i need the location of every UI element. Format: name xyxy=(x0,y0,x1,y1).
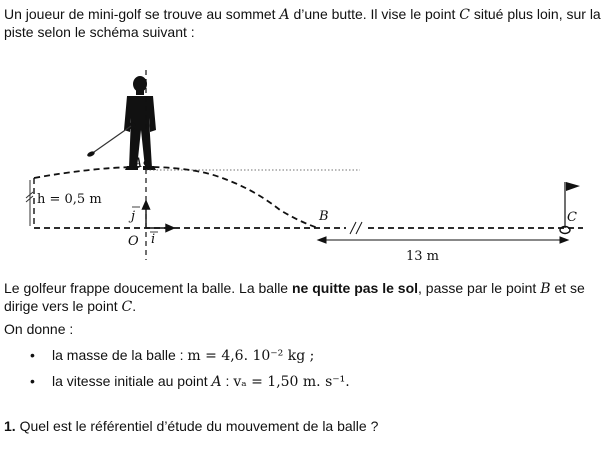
question-text: Quel est le référentiel d’étude du mouvement de la balle ? xyxy=(15,418,379,434)
intro-text-1: Un joueur de mini-golf se trouve au sommet xyxy=(4,6,280,22)
mass-label: la masse de la balle : xyxy=(52,347,188,363)
speed-line xyxy=(52,373,350,391)
intro-point-a: A xyxy=(279,7,290,23)
break-mark-1 xyxy=(350,222,356,234)
desc-text-2: , passe par le point xyxy=(418,280,541,296)
question-1 xyxy=(4,418,606,435)
speed-sep: : xyxy=(221,373,234,389)
minigolf-diagram xyxy=(0,70,611,270)
given-intro: On donne : xyxy=(4,321,74,337)
label-o: O xyxy=(128,234,139,249)
height-label: h = 0,5 m xyxy=(37,192,102,207)
label-j: j xyxy=(131,209,136,224)
mass-line xyxy=(52,347,314,365)
desc-text-3: et se dirige vers le point xyxy=(4,280,585,314)
desc-text-4: . xyxy=(132,298,137,314)
bullet-dot-icon: • xyxy=(30,347,35,363)
speed-value: vₐ = 1,50 m. s⁻¹. xyxy=(233,374,350,390)
vector-i xyxy=(146,225,174,232)
label-b: B xyxy=(319,209,329,224)
distance-label: 13 m xyxy=(406,249,440,264)
mass-value: m = 4,6. 10⁻² kg ; xyxy=(187,348,315,364)
intro-text-3: situé plus loin, sur la piste selon le schéma suivant : xyxy=(4,6,601,40)
distance-arrow xyxy=(318,237,568,243)
vector-j xyxy=(143,201,150,228)
speed-label: la vitesse initiale au point xyxy=(52,373,212,389)
desc-point-b: B xyxy=(540,281,551,297)
desc-text-1: Le golfeur frappe doucement la balle. La balle xyxy=(4,280,292,296)
desc-emphasis: ne quitte pas le sol xyxy=(291,280,419,296)
intro-point-c: C xyxy=(459,7,470,23)
desc-point-c: C xyxy=(121,299,133,315)
break-mark-2 xyxy=(356,222,362,234)
description-paragraph xyxy=(4,280,606,316)
height-marker xyxy=(26,180,33,226)
golf-club xyxy=(86,126,131,158)
label-c: C xyxy=(567,210,577,225)
speed-point-a: A xyxy=(211,374,222,390)
intro-text-2: d’une butte. Il vise le point xyxy=(289,6,460,22)
ball-at-a xyxy=(144,161,149,166)
flag-at-c xyxy=(560,182,580,234)
question-number: 1. xyxy=(4,418,16,434)
label-a: A xyxy=(133,156,143,171)
label-i: i xyxy=(151,232,156,247)
intro-paragraph xyxy=(4,6,606,41)
bullet-dot-icon: • xyxy=(30,373,35,389)
